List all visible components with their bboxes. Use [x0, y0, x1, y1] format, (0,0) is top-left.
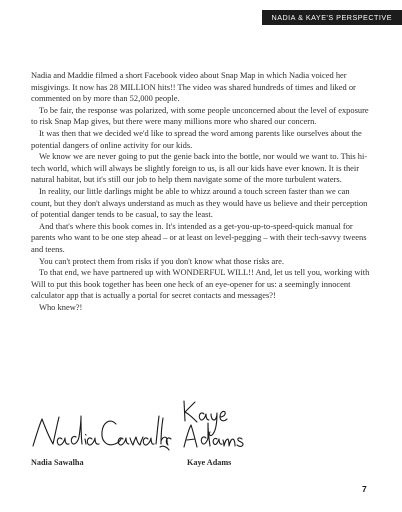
running-title: NADIA & KAYE'S PERSPECTIVE — [271, 13, 392, 22]
paragraph: In reality, our little darlings might be able to whizz around a touch screen faster than we can count, but they don't always understand as much as they would have us believe and their perception of potential danger tends to be casual, to say the least. — [31, 185, 368, 220]
nadia-signature — [30, 410, 170, 455]
signatory-name-nadia: Nadia Sawalha — [31, 458, 84, 467]
paragraph: You can't protect them from risks if you don't know what those risks are. — [39, 255, 284, 266]
paragraph: Who knew?! — [39, 301, 83, 312]
signatory-name-kaye: Kaye Adams — [187, 458, 232, 467]
body-text — [31, 70, 371, 313]
paragraph: Nadia and Maddie filmed a short Facebook video about Snap Map in which Nadia voiced her misgivings. It now has 28 MILLION hits!! The video was shared hundreds of times and liked or commented on by more than 52,000 people. — [31, 70, 356, 104]
paragraph: To be fair, the response was polarized, with some people unconcerned about the level of exposure to risk Snap Map gives, but there were many millions more who shared our concern. — [31, 104, 369, 127]
page-number: 7 — [362, 484, 367, 494]
running-header — [262, 10, 402, 25]
paragraph: It was then that we decided we'd like to spread the word among parents like ourselves about the potential dangers of online activity for our kids. — [31, 127, 362, 150]
paragraph: And that's where this book comes in. It's intended as a get-you-up-to-speed-quick manual for parents who want to be one step ahead – or at least on level-pegging – with their tech-savvy tweens and teens. — [31, 220, 367, 254]
paragraph: We know we are never going to put the genie back into the bottle, nor would we want to. This hi-tech world, which will always be slightly foreign to us, is all our kids have ever known. It is their natural habitat, but it's still our job to help them navigate some of the more turbulent waters. — [31, 151, 368, 185]
kaye-signature — [180, 397, 250, 452]
paragraph: To that end, we have partnered up with WONDERFUL WILL!! And, let us tell you, working with Will to put this book together has been one heck of an eye-opener for us: a seemingly innocent calculator app that is actually a portal for secret contacts and messages?! — [31, 267, 370, 301]
